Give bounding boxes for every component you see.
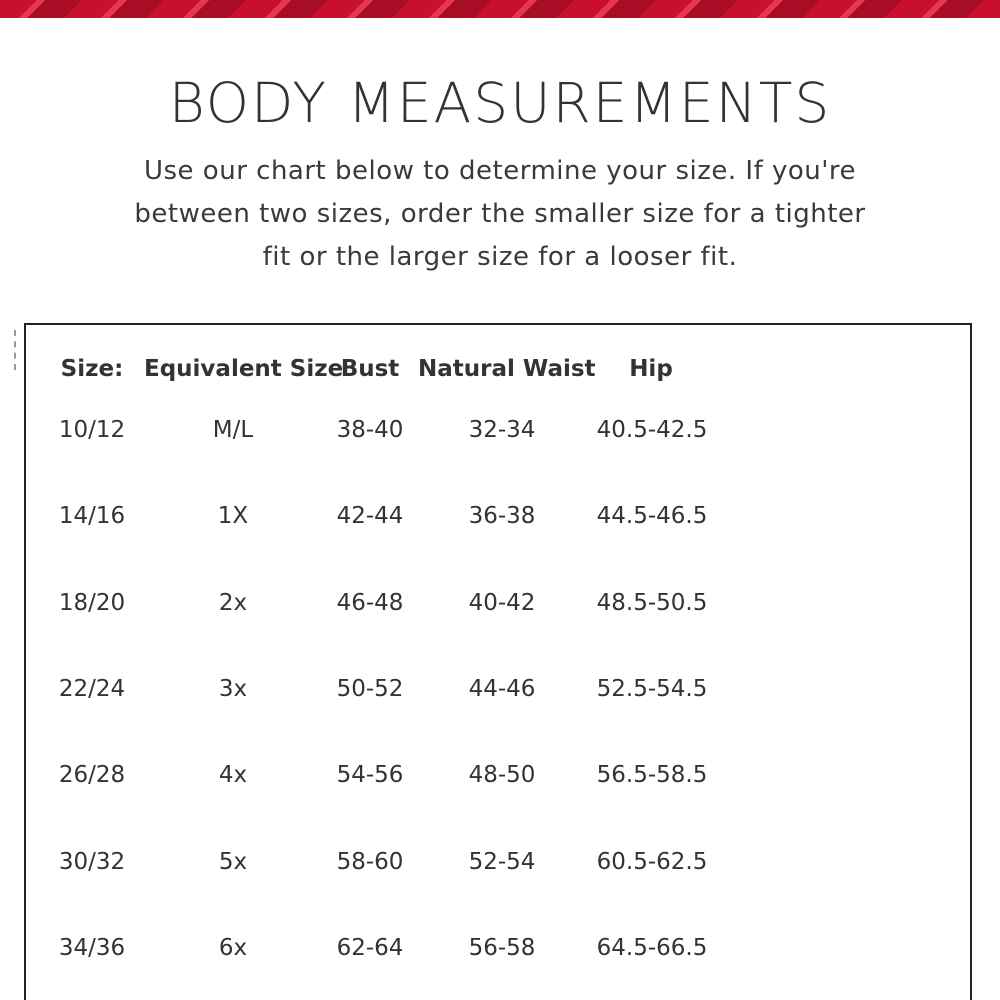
cell-bust: 62-64 (336, 934, 404, 961)
header-waist: Natural Waist (418, 356, 596, 382)
cell-equivalent: 1X (217, 503, 249, 530)
cell-size: 10/12 (58, 417, 126, 443)
cell-waist: 48-50 (468, 762, 536, 789)
cell-equivalent: 2x (218, 589, 248, 616)
cell-hip: 44.5-46.5 (596, 503, 708, 530)
cell-size: 26/28 (58, 762, 126, 789)
decorative-stripe-band (0, 0, 1000, 18)
cell-size: 14/16 (58, 503, 126, 530)
cell-equivalent: 5x (218, 848, 248, 875)
intro-text: Use our chart below to determine your size. If you're between two sizes, order the smaller size for a tighter fit or the larger size for a looser fit. (134, 156, 866, 272)
cell-size: 30/32 (58, 848, 126, 875)
cell-waist: 56-58 (468, 934, 536, 961)
cell-bust: 46-48 (336, 589, 404, 616)
cell-hip: 60.5-62.5 (596, 848, 708, 875)
cell-waist: 32-34 (468, 417, 536, 443)
header-size: Size: (60, 356, 124, 382)
cell-bust: 38-40 (336, 417, 404, 443)
cell-bust: 54-56 (336, 762, 404, 789)
decorative-dashed-edge (14, 330, 18, 370)
cell-size: 22/24 (58, 675, 126, 702)
cell-waist: 40-42 (468, 589, 536, 616)
page-title: BODY MEASUREMENTS (168, 71, 832, 135)
cell-waist: 52-54 (468, 848, 536, 875)
cell-size: 18/20 (58, 589, 126, 616)
cell-hip: 64.5-66.5 (596, 934, 708, 961)
header-hip: Hip (629, 356, 673, 382)
cell-hip: 56.5-58.5 (596, 762, 708, 789)
cell-waist: 36-38 (468, 503, 536, 530)
cell-bust: 42-44 (336, 503, 404, 530)
cell-hip: 40.5-42.5 (596, 417, 708, 443)
cell-hip: 52.5-54.5 (596, 675, 708, 702)
cell-equivalent: M/L (212, 417, 254, 443)
cell-bust: 50-52 (336, 675, 404, 702)
cell-waist: 44-46 (468, 675, 536, 702)
header-bust: Bust (340, 356, 400, 382)
cell-equivalent: 3x (218, 675, 248, 702)
cell-equivalent: 6x (218, 934, 248, 961)
cell-hip: 48.5-50.5 (596, 589, 708, 616)
cell-bust: 58-60 (336, 848, 404, 875)
cell-size: 34/36 (58, 934, 126, 961)
header-equivalent: Equivalent Size (144, 356, 344, 382)
cell-equivalent: 4x (218, 762, 248, 789)
